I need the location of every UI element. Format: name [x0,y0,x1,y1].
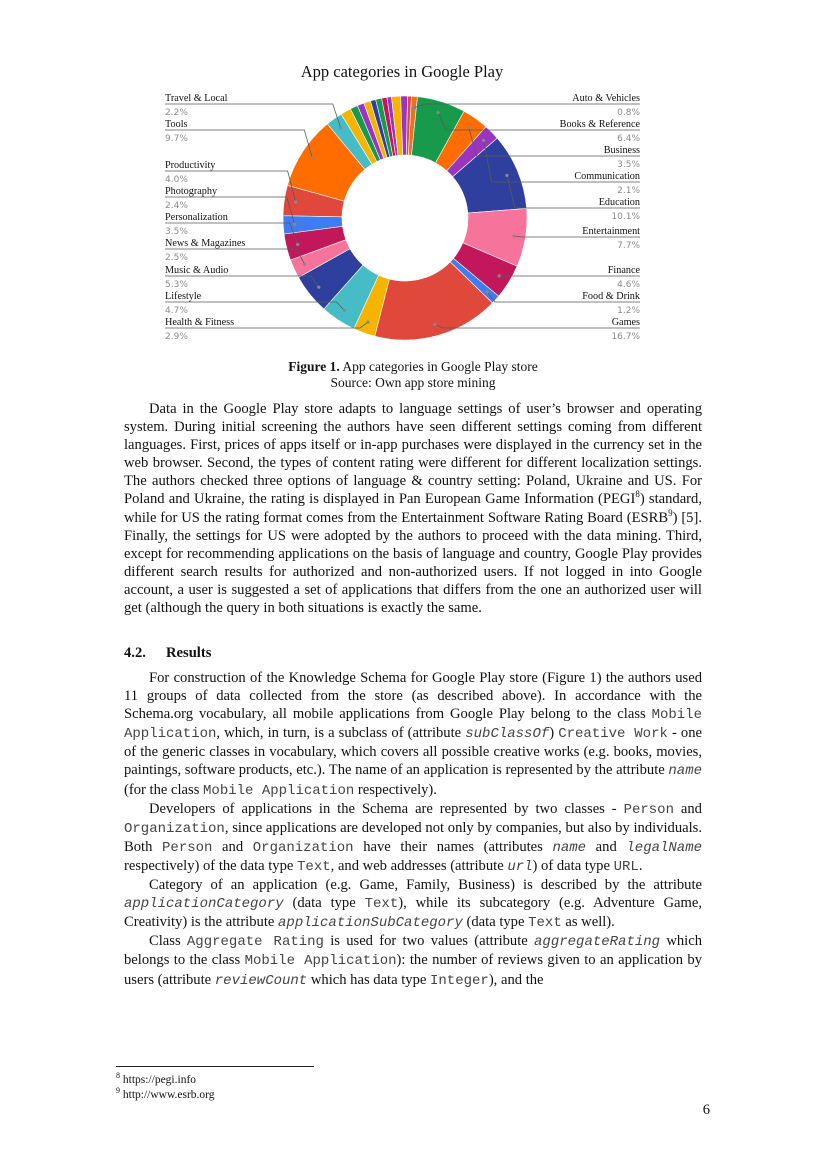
code-term: Mobile Application [124,707,702,743]
donut-slices [283,96,527,340]
text-run: have their names (attributes [353,838,553,855]
leader-dot-communication [482,139,485,142]
label-finance: Finance [607,265,640,276]
text-run: - one of the generic classes in vocabulary, which covers all possible creative works (e.g. books, movies, paintings, software products, etc.). The name of an application is represented by the attribute [124,725,702,779]
figure-label: Figure 1. [288,359,340,374]
text-run: ) [5]. Finally, the settings for US were adopted by the authors to proceed with the data mining. Third, except for recommending applications on the basis of language and country, Google Play provides different search results for authorized and non-authorized users. If not logged in into Google account, a user is suggested a set of applications that differs from the one an authorized user will get (although the query in both situations is exactly the same. [124,509,702,617]
code-term: Text [528,915,562,932]
code-term: Person [623,801,674,818]
figure-caption [0,359,826,375]
value-health-fitness: 2.9% [165,332,188,342]
footnote-link[interactable]: http://www.esrb.org [120,1089,215,1101]
label-education: Education [598,197,640,208]
text-run: , and web addresses (attribute [330,857,508,874]
value-communication: 2.1% [617,186,640,196]
value-news-magazines: 2.5% [165,253,188,263]
label-games: Games [611,317,640,328]
leader-dot-business [467,126,470,129]
text-run: which has data type [307,971,430,988]
footnote-ref-9: 9 [668,507,673,518]
text-run: and [673,800,702,817]
leader-dot-music-audio [317,286,320,289]
label-entertainment: Entertainment [582,226,640,237]
leader-dot-finance [498,274,501,277]
footnote-number: 8 [116,1071,120,1081]
label-books-reference: Books & Reference [559,119,640,130]
leader-music-audio [165,276,319,287]
value-music-audio: 5.3% [165,280,188,290]
paragraph-category [124,876,702,932]
code-attribute: name [552,839,587,856]
text-run: . [638,857,643,874]
text-run: respectively). [354,781,437,798]
app-categories-donut-chart [0,0,826,350]
value-auto-vehicles: 0.8% [617,108,640,118]
code-term: Text [364,896,399,913]
code-term: URL [613,858,639,875]
text-run: ) standard, while for US the rating format comes from the Entertainment Software Rating Board (ESRB [124,491,702,526]
code-term: Text [297,858,331,875]
value-finance: 4.6% [617,280,640,290]
code-term: Integer [430,972,489,989]
value-tools: 9.7% [165,134,188,144]
value-education: 10.1% [611,212,640,222]
text-run: ), and the [488,971,544,988]
value-books-reference: 6.4% [617,134,640,144]
text-run: (data type [462,914,529,931]
label-auto-vehicles: Auto & Vehicles [572,93,640,104]
value-games: 16.7% [611,332,640,342]
text-run: (data type [283,895,365,912]
code-attribute: name [668,763,702,780]
text-run: which belongs to the class [124,933,702,969]
value-entertainment: 7.7% [617,241,640,251]
results-body [124,669,702,990]
leader-dot-books-reference [436,111,439,114]
text-run: Class [149,933,187,950]
text-run: and [212,838,253,855]
chart-title: App categories in Google Play [300,62,504,81]
footnote-ref-8: 8 [635,489,640,500]
footnote-8 [116,1073,196,1087]
paragraph-aggregate-rating [124,932,702,989]
section-title: Results [166,645,212,661]
code-term: Creative Work [558,726,668,743]
figure-caption-text: App categories in Google Play store [339,359,538,374]
text-run: For construction of the Knowledge Schema for Google Play store (Figure 1) the authors used 11 groups of data collected from the store (as described above). In accordance with the Schema.org vocabulary, all mobile applications from Google Play belong to the class [124,670,702,723]
label-personalization: Personalization [165,212,228,223]
leader-dot-lifestyle [343,309,346,312]
value-productivity: 4.0% [165,175,188,185]
code-term: Organization [124,820,225,837]
leader-dot-food-drink [486,290,489,293]
section-number: 4.2. [124,645,146,661]
text-run: as well). [561,914,615,931]
label-news-magazines: News & Magazines [165,238,246,249]
code-term: Organization [252,839,354,856]
leader-dot-photography [293,223,296,226]
footnote-divider [116,1066,314,1067]
leader-dot-games [433,323,436,326]
label-lifestyle: Lifestyle [165,291,202,302]
paragraph-data-localization [124,400,702,617]
leader-dot-education [505,174,508,177]
code-attribute: subClassOf [465,726,550,743]
code-term: Mobile Application [203,782,355,799]
code-term: Person [162,839,213,856]
footnote-number: 9 [116,1086,120,1096]
text-run: Data in the Google Play store adapts to language settings of user’s browser and operating system. During initial screening the authors have seen different settings coming from different languages. First, prices of apps itself or in-app purchases were displayed in the currency set in the web browser. Second, the types of content rating were different for different localization settings. The authors checked three options of language & country setting: Poland, Ukraine and US. For Poland and Ukraine, the rating is displayed in Pan European Game Information (PEGI [124,401,702,508]
label-productivity: Productivity [165,160,216,171]
code-attribute: applicationCategory [124,896,284,913]
value-photography: 2.4% [165,201,188,211]
leader-travel-local [165,104,341,128]
value-personalization: 3.5% [165,227,188,237]
leader-dot-auto-vehicles [412,106,415,109]
text-run: respectively) of the data type [124,857,298,874]
leader-dot-entertainment [512,234,515,237]
code-term: Mobile Application [244,953,397,970]
value-business: 3.5% [617,160,640,170]
label-music-audio: Music & Audio [165,265,229,276]
figure-source: Source: Own app store mining [330,375,496,390]
text-run: Developers of applications in the Schema are represented by two classes - [149,800,624,817]
leader-dot-tools [311,156,314,159]
leader-games [435,324,640,328]
value-food-drink: 1.2% [617,306,640,316]
leader-dot-travel-local [339,127,342,130]
label-food-drink: Food & Drink [582,291,640,302]
code-attribute: url [507,858,533,875]
code-attribute: aggregateRating [534,934,661,951]
code-attribute: applicationSubCategory [278,915,463,932]
text-run: ), while its subcategory (e.g. Adventure Game, Creativity) is the attribute [124,895,702,931]
leader-dot-personalization [296,243,299,246]
page-number: 6 [702,1102,710,1118]
text-run: , since applications are developed not only by companies, but also by individuals. Both [124,819,702,855]
label-tools: Tools [165,119,188,130]
code-attribute: reviewCount [214,972,308,989]
value-lifestyle: 4.7% [165,306,188,316]
code-attribute: legalName [626,839,703,856]
label-travel-local: Travel & Local [165,93,228,104]
value-travel-local: 2.2% [165,108,188,118]
text-run: (for the class [124,781,204,798]
text-run: ): the number of reviews given to an application by users (attribute [124,952,702,988]
leader-dot-news-magazines [303,263,306,266]
text-run: ) of data type [532,857,614,874]
text-run: , which, in turn, is a subclass of (attribute [216,725,466,742]
label-photography: Photography [165,186,218,197]
section-heading [124,645,211,662]
label-health-fitness: Health & Fitness [165,317,235,328]
footnote-link[interactable]: https://pegi.info [120,1074,197,1086]
leader-dot-productivity [294,200,297,203]
label-business: Business [603,145,640,156]
text-run: Category of an application (e.g. Game, Family, Business) is described by the attribute [149,877,702,894]
text-run: ) [549,725,559,742]
label-communication: Communication [574,171,640,182]
paragraph-knowledge-schema [124,669,702,800]
text-run: and [586,838,627,855]
leader-dot-health-fitness [366,321,369,324]
paragraph-developers [124,800,702,876]
text-run: is used for two values (attribute [323,933,535,950]
code-term: Aggregate Rating [186,934,324,951]
footnote-9 [116,1088,215,1102]
